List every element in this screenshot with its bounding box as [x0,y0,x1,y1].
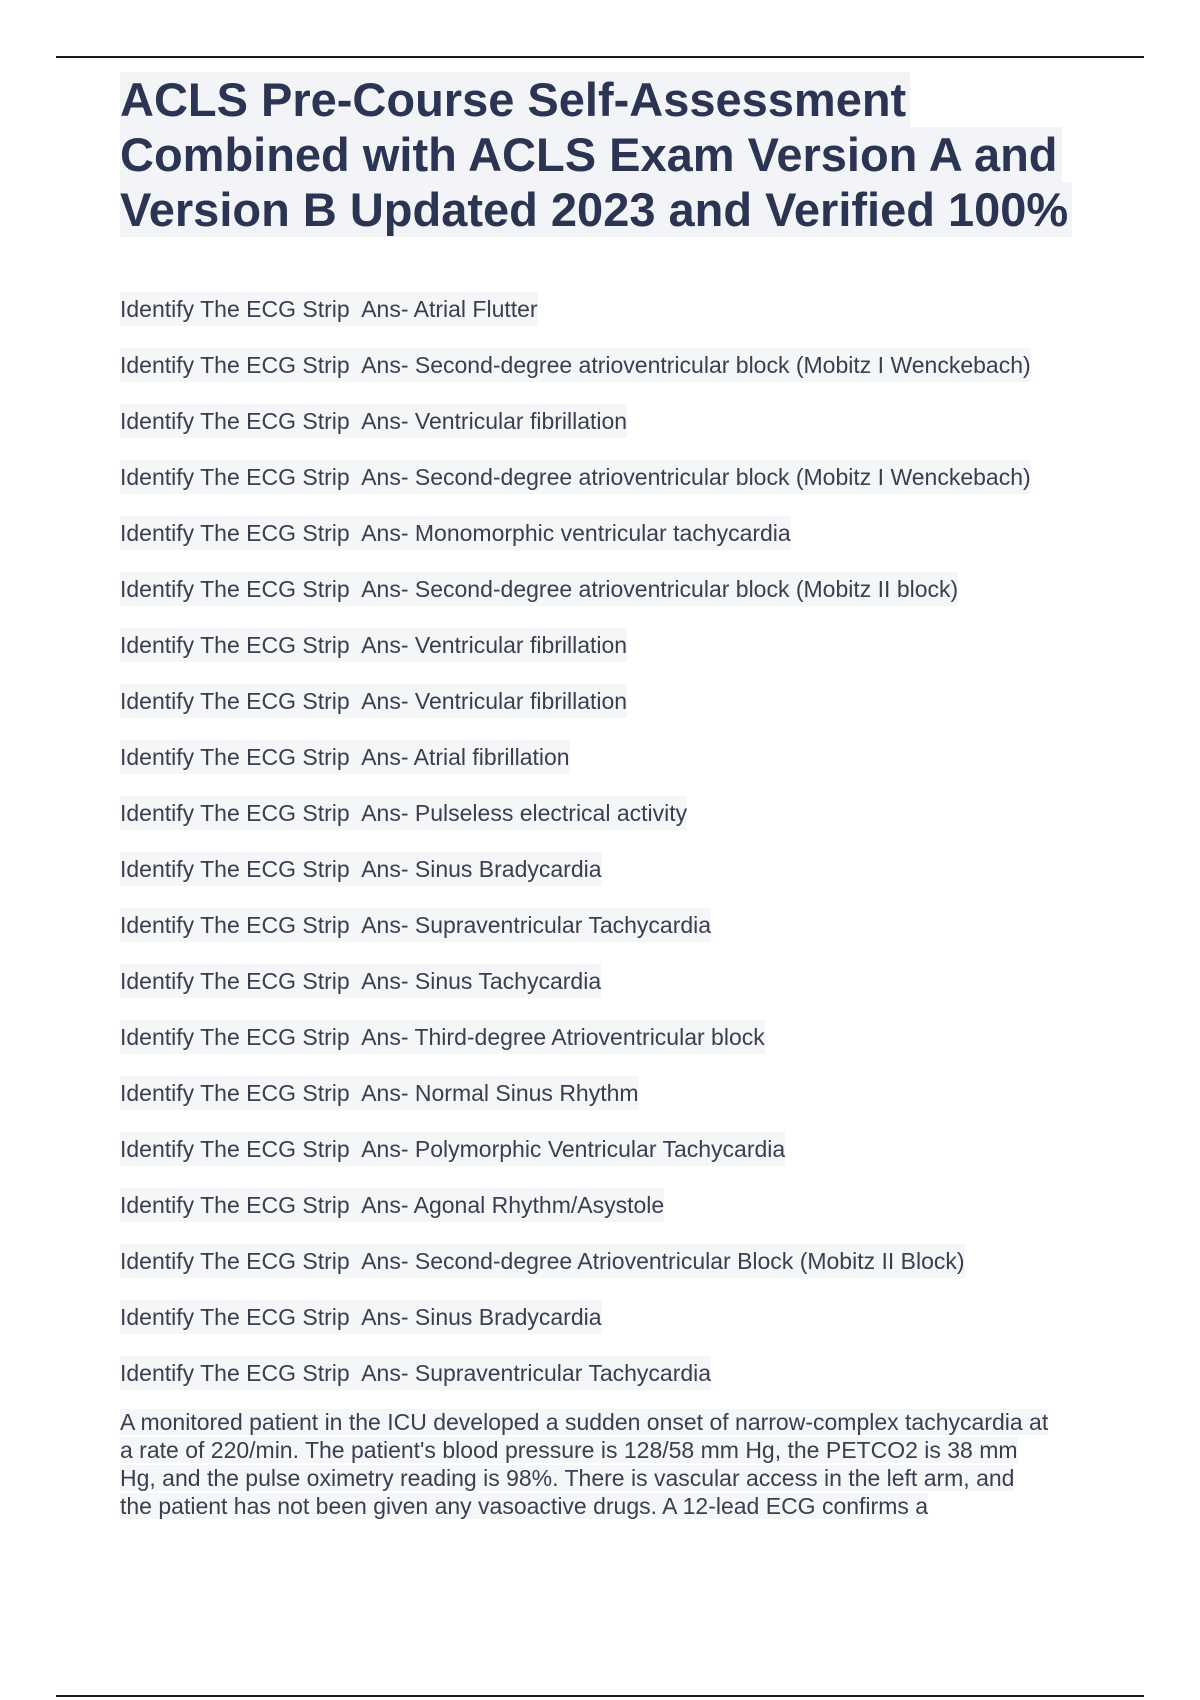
document-title [120,72,1100,237]
qa-item [120,852,1120,908]
qa-item [120,628,1120,684]
qa-answer: Ans- Agonal Rhythm/Asystole [361,1192,665,1218]
qa-question: Identify The ECG Strip [120,352,350,378]
qa-item [120,292,1120,348]
qa-question: Identify The ECG Strip [120,968,350,994]
bottom-rule [56,1695,1144,1697]
qa-question: Identify The ECG Strip [120,688,350,714]
qa-question: Identify The ECG Strip [120,912,350,938]
qa-answer: Ans- Third-degree Atrioventricular block [361,1024,765,1050]
qa-question: Identify The ECG Strip [120,1136,350,1162]
qa-answer: Ans- Sinus Bradycardia [361,856,602,882]
title-line: Version B Updated 2023 and Verified 100% [120,182,1072,237]
qa-item [120,684,1120,740]
qa-answer: Ans- Second-degree atrioventricular block (Mobitz I Wenckebach) [361,464,1031,490]
qa-question: Identify The ECG Strip [120,1360,350,1386]
question-paragraph [120,1408,1120,1520]
qa-item [120,348,1120,404]
qa-answer: Ans- Normal Sinus Rhythm [361,1080,639,1106]
qa-answer: Ans- Polymorphic Ventricular Tachycardia [361,1136,786,1162]
qa-answer: Ans- Sinus Bradycardia [361,1304,602,1330]
qa-answer: Ans- Supraventricular Tachycardia [361,1360,712,1386]
qa-question: Identify The ECG Strip [120,744,350,770]
qa-item [120,1076,1120,1132]
qa-item [120,908,1120,964]
title-line: ACLS Pre-Course Self-Assessment [120,72,910,127]
qa-question: Identify The ECG Strip [120,296,350,322]
qa-answer: Ans- Second-degree atrioventricular block (Mobitz I Wenckebach) [361,352,1031,378]
qa-item [120,1020,1120,1076]
paragraph-line: the patient has not been given any vasoactive drugs. A 12-lead ECG confirms a [120,1493,929,1519]
qa-question: Identify The ECG Strip [120,632,350,658]
qa-answer: Ans- Atrial Flutter [361,296,538,322]
qa-item [120,572,1120,628]
qa-item [120,516,1120,572]
qa-item [120,740,1120,796]
qa-item [120,964,1120,1020]
qa-item [120,1300,1120,1356]
qa-item [120,404,1120,460]
qa-question: Identify The ECG Strip [120,800,350,826]
qa-item [120,1244,1120,1300]
title-line: Combined with ACLS Exam Version A and [120,127,1062,182]
qa-answer: Ans- Supraventricular Tachycardia [361,912,712,938]
qa-question: Identify The ECG Strip [120,576,350,602]
paragraph-line: a rate of 220/min. The patient's blood pressure is 128/58 mm Hg, the PETCO2 is 38 mm [120,1437,1018,1463]
qa-answer: Ans- Second-degree Atrioventricular Block (Mobitz II Block) [361,1248,965,1274]
qa-answer: Ans- Ventricular fibrillation [361,632,628,658]
qa-question: Identify The ECG Strip [120,1248,350,1274]
qa-question: Identify The ECG Strip [120,1192,350,1218]
paragraph-line: A monitored patient in the ICU developed a sudden onset of narrow-complex tachycardia at [120,1409,1049,1435]
qa-answer: Ans- Ventricular fibrillation [361,408,628,434]
qa-question: Identify The ECG Strip [120,520,350,546]
qa-question: Identify The ECG Strip [120,408,350,434]
qa-answer: Ans- Sinus Tachycardia [361,968,602,994]
qa-answer: Ans- Ventricular fibrillation [361,688,628,714]
qa-question: Identify The ECG Strip [120,464,350,490]
paragraph-line: Hg, and the pulse oximetry reading is 98%. There is vascular access in the left arm, and [120,1465,1015,1491]
qa-item [120,460,1120,516]
qa-list [120,292,1120,1412]
qa-answer: Ans- Atrial fibrillation [361,744,570,770]
qa-item [120,1132,1120,1188]
qa-item [120,1188,1120,1244]
qa-answer: Ans- Second-degree atrioventricular block (Mobitz II block) [361,576,959,602]
qa-item [120,1356,1120,1412]
qa-answer: Ans- Monomorphic ventricular tachycardia [361,520,791,546]
qa-item [120,796,1120,852]
qa-question: Identify The ECG Strip [120,1080,350,1106]
qa-question: Identify The ECG Strip [120,1024,350,1050]
qa-question: Identify The ECG Strip [120,1304,350,1330]
top-rule [56,56,1144,58]
qa-answer: Ans- Pulseless electrical activity [361,800,688,826]
qa-question: Identify The ECG Strip [120,856,350,882]
